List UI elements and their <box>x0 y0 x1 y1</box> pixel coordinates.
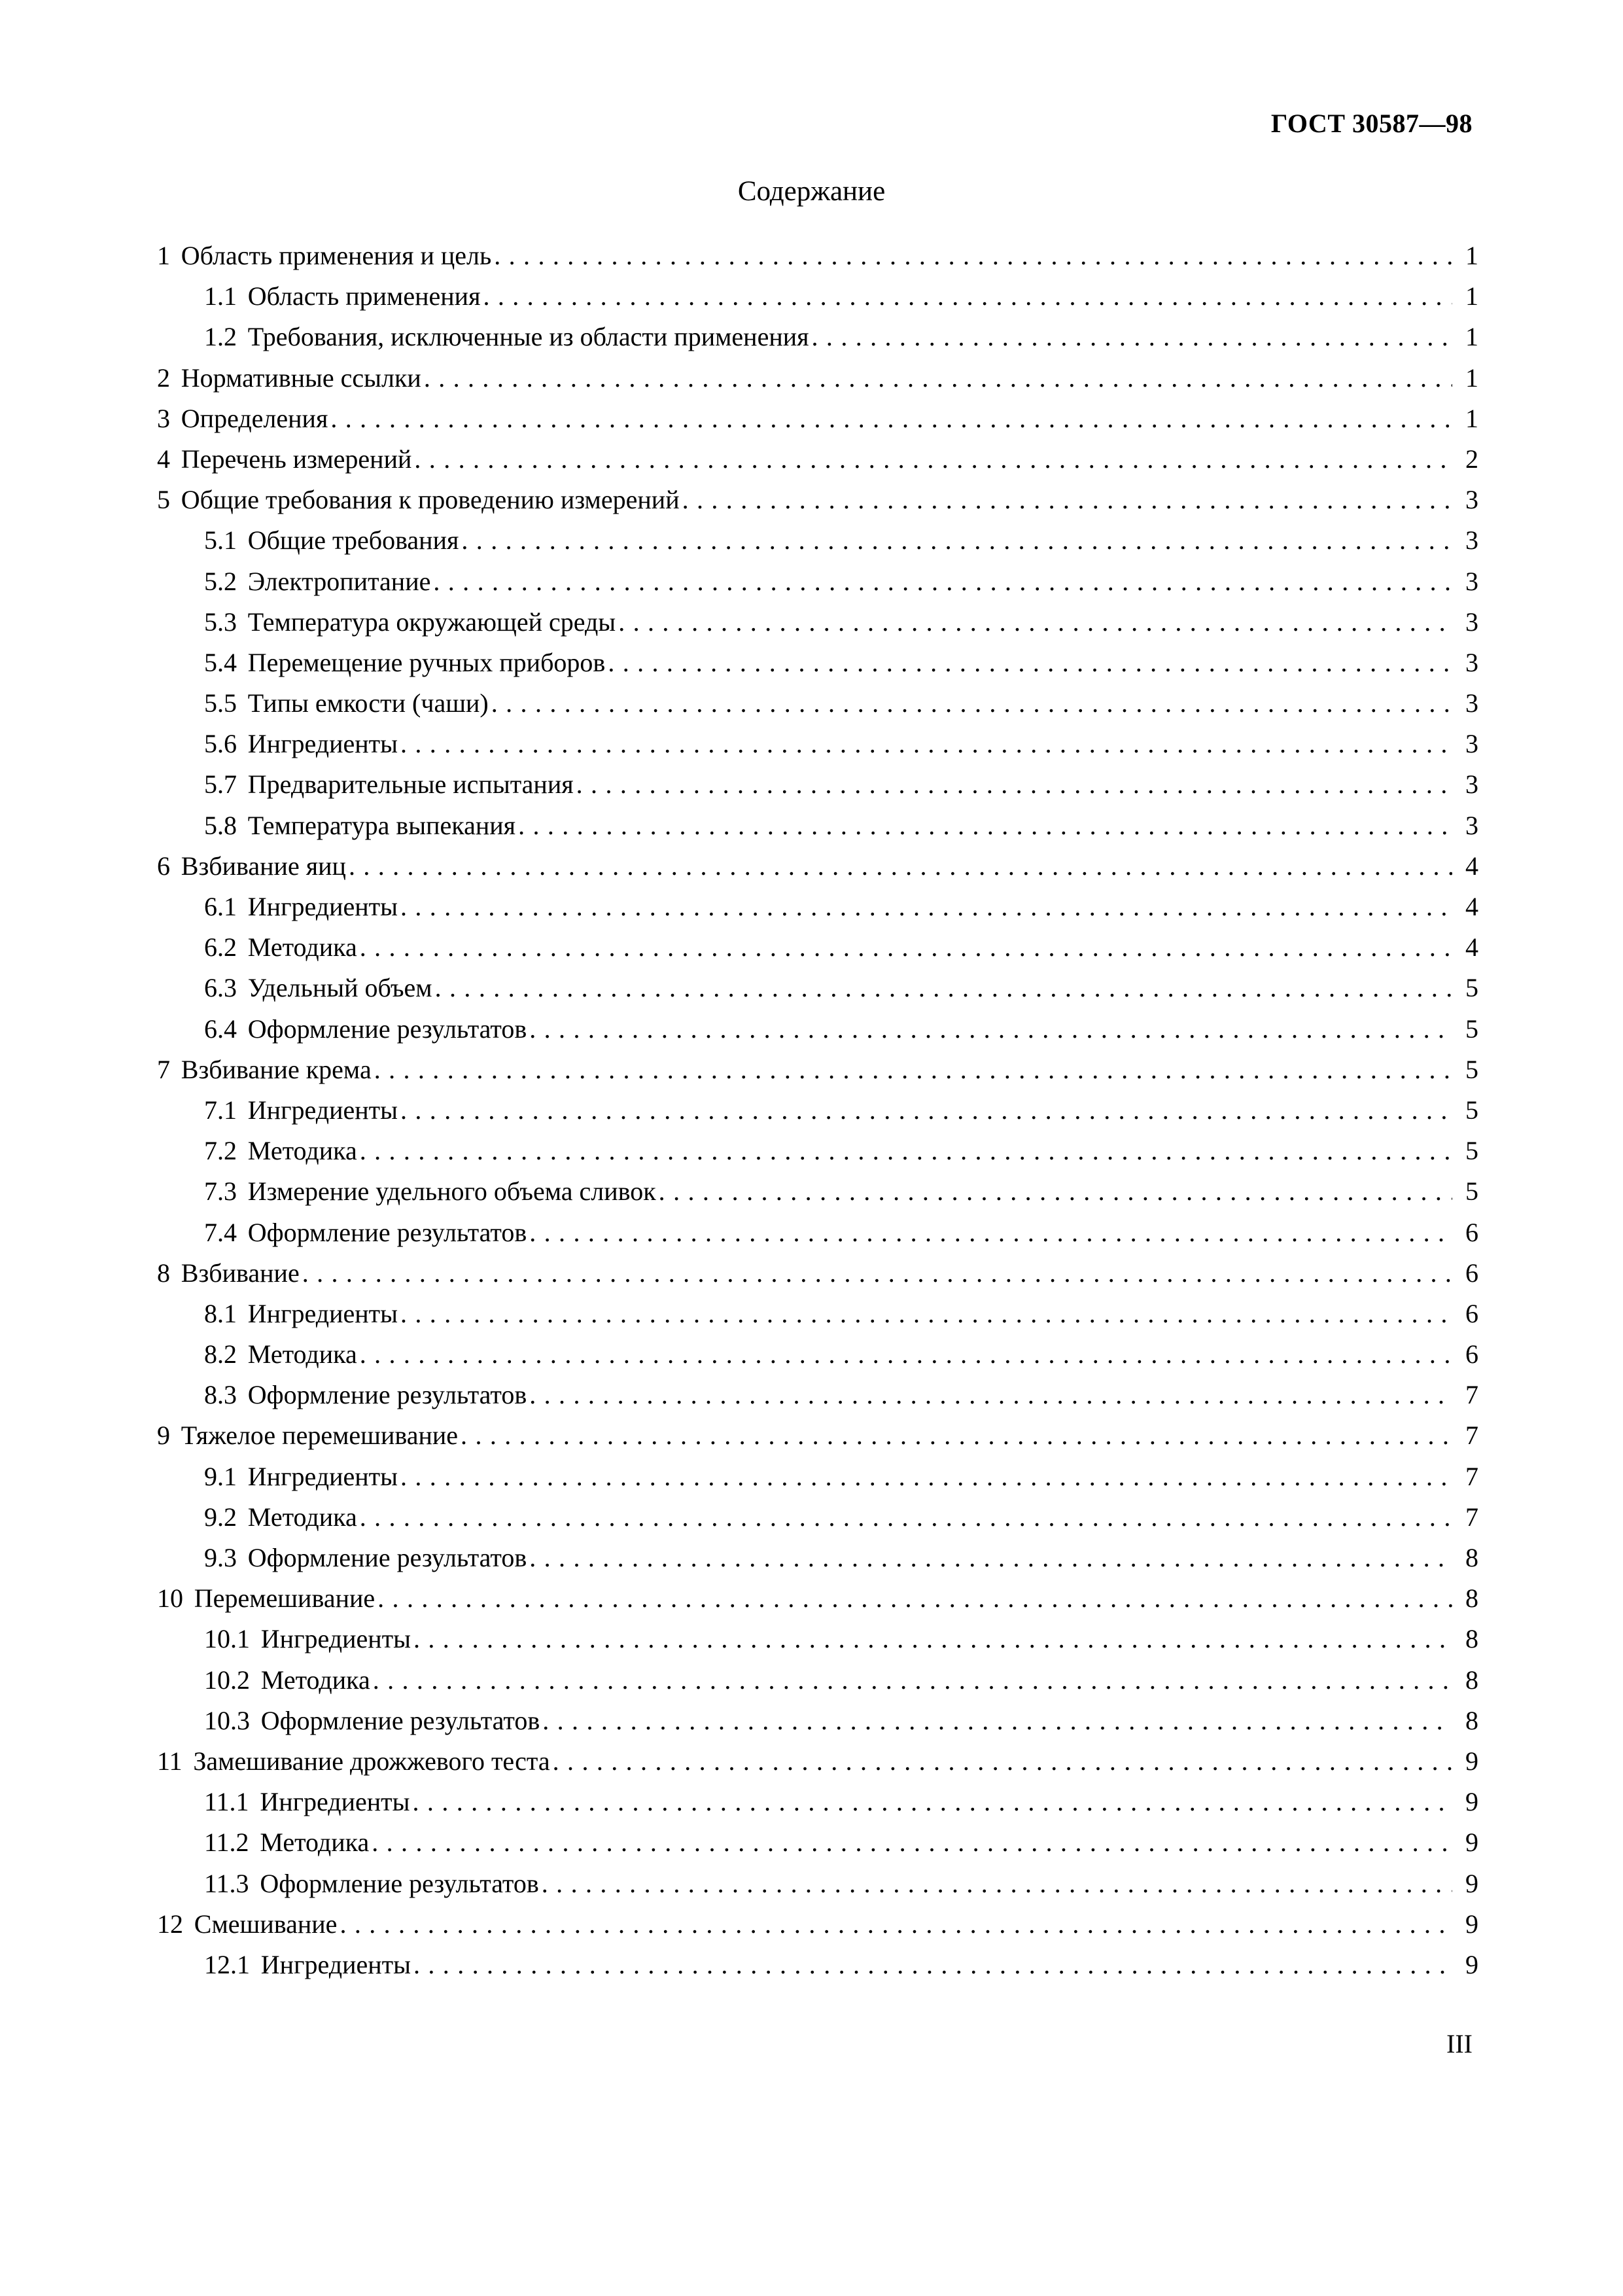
toc-entry[interactable] <box>157 1782 1478 1822</box>
toc-dot-leader <box>542 1863 1452 1904</box>
page-number: III <box>1446 2029 1473 2058</box>
toc-entry-label: Типы емкости (чаши) <box>247 688 489 718</box>
toc-entry-number: 5.5 <box>204 688 237 718</box>
toc-entry[interactable] <box>157 643 1478 683</box>
toc-entry-number: 5.7 <box>204 769 237 800</box>
toc-entry-label: Перемещение ручных приборов <box>247 647 606 677</box>
toc-entry-label: Перемешивание <box>194 1583 375 1614</box>
toc-entry-label: Ингредиенты <box>260 1949 411 1979</box>
toc-dot-leader <box>491 683 1452 724</box>
toc-entry-page: 1 <box>1465 322 1478 352</box>
toc-entry[interactable] <box>157 1212 1478 1253</box>
toc-entry[interactable] <box>157 480 1478 520</box>
toc-entry-page: 7 <box>1465 1380 1478 1410</box>
toc-entry-page: 9 <box>1465 1746 1478 1776</box>
toc-dot-leader <box>424 358 1452 398</box>
standard-code-header: ГОСТ 30587—98 <box>1270 109 1473 138</box>
toc-dot-leader <box>360 1131 1452 1171</box>
toc-entry-label: Ингредиенты <box>260 1624 411 1654</box>
toc-dot-leader <box>413 1782 1452 1822</box>
toc-dot-leader <box>618 602 1452 643</box>
toc-entry[interactable] <box>157 1131 1478 1171</box>
toc-entry[interactable] <box>157 805 1478 846</box>
toc-entry-page: 3 <box>1465 769 1478 800</box>
toc-entry-page: 3 <box>1465 566 1478 596</box>
toc-entry-label: Оформление результатов <box>260 1868 539 1898</box>
toc-entry-label: Ингредиенты <box>247 1298 398 1328</box>
toc-entry-number: 2 <box>157 362 170 393</box>
toc-entry-number: 11 <box>157 1746 183 1776</box>
toc-dot-leader <box>435 968 1452 1008</box>
toc-entry-label: Область применения и цель <box>181 241 492 270</box>
toc-entry[interactable] <box>157 1578 1478 1619</box>
toc-entry-number: 6 <box>157 851 170 881</box>
toc-entry-page: 7 <box>1465 1421 1478 1451</box>
toc-entry[interactable] <box>157 1701 1478 1741</box>
toc-entry-page: 5 <box>1465 1095 1478 1125</box>
toc-entry-number: 7.2 <box>204 1136 237 1166</box>
toc-entry-page: 9 <box>1465 1909 1478 1939</box>
toc-entry-label: Ингредиенты <box>260 1787 410 1817</box>
toc-dot-leader <box>374 1050 1452 1090</box>
toc-entry-number: 6.1 <box>204 892 237 921</box>
toc-entry-label: Температура выпекания <box>247 810 516 840</box>
toc-entry-number: 8.2 <box>204 1339 237 1369</box>
toc-entry-label: Методика <box>260 1828 370 1858</box>
toc-entry[interactable] <box>157 968 1478 1008</box>
toc-entry-label: Взбивание крема <box>181 1054 372 1084</box>
toc-entry[interactable] <box>157 1538 1478 1578</box>
toc-dot-leader <box>529 1212 1452 1253</box>
toc-dot-leader <box>576 764 1452 805</box>
toc-entry-number: 5.6 <box>204 729 237 759</box>
toc-dot-leader <box>483 276 1452 317</box>
toc-dot-leader <box>330 398 1452 439</box>
toc-entry-label: Требования, исключенные из области применения <box>247 322 809 352</box>
toc-entry[interactable] <box>157 1294 1478 1334</box>
toc-dot-leader <box>349 846 1452 887</box>
toc-dot-leader <box>400 1294 1452 1334</box>
toc-entry[interactable] <box>157 724 1478 764</box>
toc-dot-leader <box>372 1822 1452 1863</box>
toc-entry-number: 11.1 <box>204 1787 249 1817</box>
toc-dot-leader <box>529 1538 1452 1578</box>
toc-dot-leader <box>529 1375 1452 1415</box>
toc-entry[interactable] <box>157 236 1478 276</box>
toc-entry-number: 5.1 <box>204 525 237 556</box>
toc-entry[interactable] <box>157 1171 1478 1212</box>
toc-dot-leader <box>553 1741 1452 1782</box>
toc-entry-number: 9 <box>157 1421 170 1451</box>
toc-entry[interactable] <box>157 1945 1478 1985</box>
toc-entry-label: Оформление результатов <box>247 1014 527 1044</box>
toc-dot-leader <box>461 520 1452 561</box>
toc-entry[interactable] <box>157 1822 1478 1863</box>
toc-dot-leader <box>659 1171 1452 1212</box>
toc-entry[interactable] <box>157 1415 1478 1456</box>
toc-dot-leader <box>433 561 1452 602</box>
toc-entry-label: Методика <box>260 1665 370 1695</box>
toc-entry[interactable] <box>157 887 1478 927</box>
toc-entry-number: 6.3 <box>204 973 237 1003</box>
toc-entry-label: Смешивание <box>194 1909 338 1939</box>
toc-entry-label: Измерение удельного объема сливок <box>247 1176 656 1207</box>
toc-entry[interactable] <box>157 927 1478 968</box>
toc-entry-number: 1 <box>157 241 170 270</box>
toc-entry-number: 6.2 <box>204 932 237 963</box>
toc-entry-number: 12.1 <box>204 1949 250 1979</box>
toc-entry-page: 3 <box>1465 485 1478 515</box>
toc-entry-number: 10.3 <box>204 1705 250 1735</box>
toc-entry-label: Оформление результатов <box>260 1705 540 1735</box>
toc-entry[interactable] <box>157 276 1478 317</box>
toc-entry-number: 12 <box>157 1909 183 1939</box>
toc-entry[interactable] <box>157 1457 1478 1497</box>
toc-dot-leader <box>413 1619 1452 1659</box>
toc-entry-number: 5.3 <box>204 607 237 637</box>
toc-entry-number: 6.4 <box>204 1014 237 1044</box>
toc-entry-page: 8 <box>1465 1624 1478 1654</box>
toc-entry[interactable] <box>157 1497 1478 1538</box>
toc-entry[interactable] <box>157 439 1478 480</box>
toc-entry-number: 10.2 <box>204 1665 250 1695</box>
toc-entry-label: Ингредиенты <box>247 1095 398 1125</box>
toc-entry-number: 9.3 <box>204 1543 237 1572</box>
toc-entry[interactable] <box>157 398 1478 439</box>
toc-entry-label: Оформление результатов <box>247 1543 527 1572</box>
toc-entry-page: 8 <box>1465 1665 1478 1695</box>
toc-entry-label: Взбивание яиц <box>181 851 346 881</box>
toc-entry[interactable] <box>157 1619 1478 1659</box>
toc-entry[interactable] <box>157 1904 1478 1945</box>
toc-entry-page: 1 <box>1465 281 1478 311</box>
toc-dot-leader <box>529 1009 1452 1050</box>
toc-entry-label: Оформление результатов <box>247 1217 527 1247</box>
toc-dot-leader <box>340 1904 1452 1945</box>
toc-entry-page: 9 <box>1465 1787 1478 1817</box>
toc-entry-page: 8 <box>1465 1543 1478 1572</box>
toc-entry[interactable] <box>157 1050 1478 1090</box>
toc-entry-number: 4 <box>157 444 170 474</box>
toc-dot-leader <box>400 887 1452 927</box>
toc-entry-number: 1.2 <box>204 322 237 352</box>
toc-entry-label: Взбивание <box>181 1258 300 1288</box>
toc-dot-leader <box>812 317 1452 357</box>
toc-entry-number: 7 <box>157 1054 170 1084</box>
table-of-contents <box>157 236 1478 1985</box>
toc-entry-number: 7.1 <box>204 1095 237 1125</box>
toc-entry-label: Методика <box>247 1502 357 1532</box>
toc-entry-page: 3 <box>1465 647 1478 677</box>
toc-entry[interactable] <box>157 1253 1478 1294</box>
toc-entry[interactable] <box>157 1090 1478 1131</box>
toc-dot-leader <box>682 480 1452 520</box>
toc-entry-label: Электропитание <box>247 566 431 596</box>
toc-entry-page: 6 <box>1465 1217 1478 1247</box>
toc-entry-page: 5 <box>1465 1176 1478 1207</box>
toc-entry-label: Область применения <box>247 281 481 311</box>
toc-entry-label: Общие требования <box>247 525 459 556</box>
toc-entry-number: 5 <box>157 485 170 515</box>
toc-entry[interactable] <box>157 317 1478 357</box>
toc-entry-number: 9.2 <box>204 1502 237 1532</box>
toc-entry[interactable] <box>157 846 1478 887</box>
toc-entry-number: 10 <box>157 1583 183 1614</box>
toc-dot-leader <box>373 1660 1452 1701</box>
toc-entry[interactable] <box>157 683 1478 724</box>
toc-entry-page: 9 <box>1465 1828 1478 1858</box>
toc-entry-number: 1.1 <box>204 281 237 311</box>
toc-entry-number: 8.1 <box>204 1298 237 1328</box>
toc-dot-leader <box>360 1497 1452 1538</box>
toc-entry[interactable] <box>157 358 1478 398</box>
toc-entry-label: Оформление результатов <box>247 1380 527 1410</box>
toc-entry-number: 11.2 <box>204 1828 249 1858</box>
toc-entry-page: 5 <box>1465 1136 1478 1166</box>
toc-entry-label: Замешивание дрожжевого теста <box>193 1746 550 1776</box>
toc-entry[interactable] <box>157 764 1478 805</box>
toc-entry-page: 1 <box>1465 403 1478 433</box>
toc-entry-label: Методика <box>247 1339 357 1369</box>
toc-entry[interactable] <box>157 602 1478 643</box>
toc-entry-label: Общие требования к проведению измерений <box>181 485 680 515</box>
toc-entry-label: Методика <box>247 1136 357 1166</box>
toc-entry[interactable] <box>157 1334 1478 1375</box>
toc-entry[interactable] <box>157 1741 1478 1782</box>
toc-entry-page: 5 <box>1465 973 1478 1003</box>
toc-dot-leader <box>360 927 1452 968</box>
toc-dot-leader <box>608 643 1452 683</box>
toc-entry-number: 7.3 <box>204 1176 237 1207</box>
toc-entry-number: 8 <box>157 1258 170 1288</box>
toc-entry-label: Удельный объем <box>247 973 432 1003</box>
toc-dot-leader <box>413 1945 1452 1985</box>
toc-title: Содержание <box>737 176 886 207</box>
toc-entry[interactable] <box>157 1375 1478 1415</box>
toc-entry-page: 7 <box>1465 1461 1478 1491</box>
toc-entry-number: 5.8 <box>204 810 237 840</box>
toc-entry-label: Определения <box>181 403 328 433</box>
toc-entry-label: Ингредиенты <box>247 892 398 921</box>
toc-entry[interactable] <box>157 1009 1478 1050</box>
toc-entry-number: 5.4 <box>204 647 237 677</box>
toc-entry[interactable] <box>157 1863 1478 1904</box>
toc-entry-page: 3 <box>1465 810 1478 840</box>
toc-dot-leader <box>400 724 1452 764</box>
toc-entry[interactable] <box>157 520 1478 561</box>
toc-entry-number: 11.3 <box>204 1868 249 1898</box>
toc-dot-leader <box>542 1701 1452 1741</box>
toc-entry-label: Ингредиенты <box>247 1461 398 1491</box>
toc-entry-label: Нормативные ссылки <box>181 362 421 393</box>
toc-entry-page: 3 <box>1465 525 1478 556</box>
toc-dot-leader <box>302 1253 1452 1294</box>
toc-entry-page: 6 <box>1465 1298 1478 1328</box>
toc-dot-leader <box>494 236 1452 276</box>
toc-entry-label: Ингредиенты <box>247 729 398 759</box>
toc-dot-leader <box>360 1334 1452 1375</box>
toc-entry-number: 7.4 <box>204 1217 237 1247</box>
toc-entry-label: Методика <box>247 932 357 963</box>
toc-entry-page: 7 <box>1465 1502 1478 1532</box>
toc-dot-leader <box>518 805 1452 846</box>
toc-entry[interactable] <box>157 561 1478 602</box>
toc-dot-leader <box>400 1457 1452 1497</box>
toc-entry-number: 5.2 <box>204 566 237 596</box>
toc-dot-leader <box>414 439 1452 480</box>
toc-entry-number: 9.1 <box>204 1461 237 1491</box>
toc-entry-page: 3 <box>1465 688 1478 718</box>
toc-entry-page: 5 <box>1465 1014 1478 1044</box>
toc-entry[interactable] <box>157 1660 1478 1701</box>
toc-entry-page: 5 <box>1465 1054 1478 1084</box>
toc-entry-page: 3 <box>1465 607 1478 637</box>
toc-entry-label: Перечень измерений <box>181 444 412 474</box>
toc-entry-page: 1 <box>1465 241 1478 270</box>
toc-entry-page: 1 <box>1465 362 1478 393</box>
toc-entry-page: 9 <box>1465 1949 1478 1979</box>
toc-entry-page: 2 <box>1465 444 1478 474</box>
toc-entry-number: 8.3 <box>204 1380 237 1410</box>
toc-entry-page: 4 <box>1465 892 1478 921</box>
toc-entry-page: 4 <box>1465 932 1478 963</box>
toc-entry-page: 6 <box>1465 1339 1478 1369</box>
toc-dot-leader <box>377 1578 1452 1619</box>
toc-entry-number: 10.1 <box>204 1624 250 1654</box>
toc-entry-page: 8 <box>1465 1583 1478 1614</box>
toc-entry-page: 6 <box>1465 1258 1478 1288</box>
toc-entry-label: Тяжелое перемешивание <box>181 1421 459 1451</box>
toc-dot-leader <box>461 1415 1452 1456</box>
toc-dot-leader <box>400 1090 1452 1131</box>
toc-entry-number: 3 <box>157 403 170 433</box>
toc-entry-label: Температура окружающей среды <box>247 607 616 637</box>
toc-entry-label: Предварительные испытания <box>247 769 574 800</box>
toc-entry-page: 8 <box>1465 1705 1478 1735</box>
toc-entry-page: 4 <box>1465 851 1478 881</box>
toc-entry-page: 9 <box>1465 1868 1478 1898</box>
toc-entry-page: 3 <box>1465 729 1478 759</box>
